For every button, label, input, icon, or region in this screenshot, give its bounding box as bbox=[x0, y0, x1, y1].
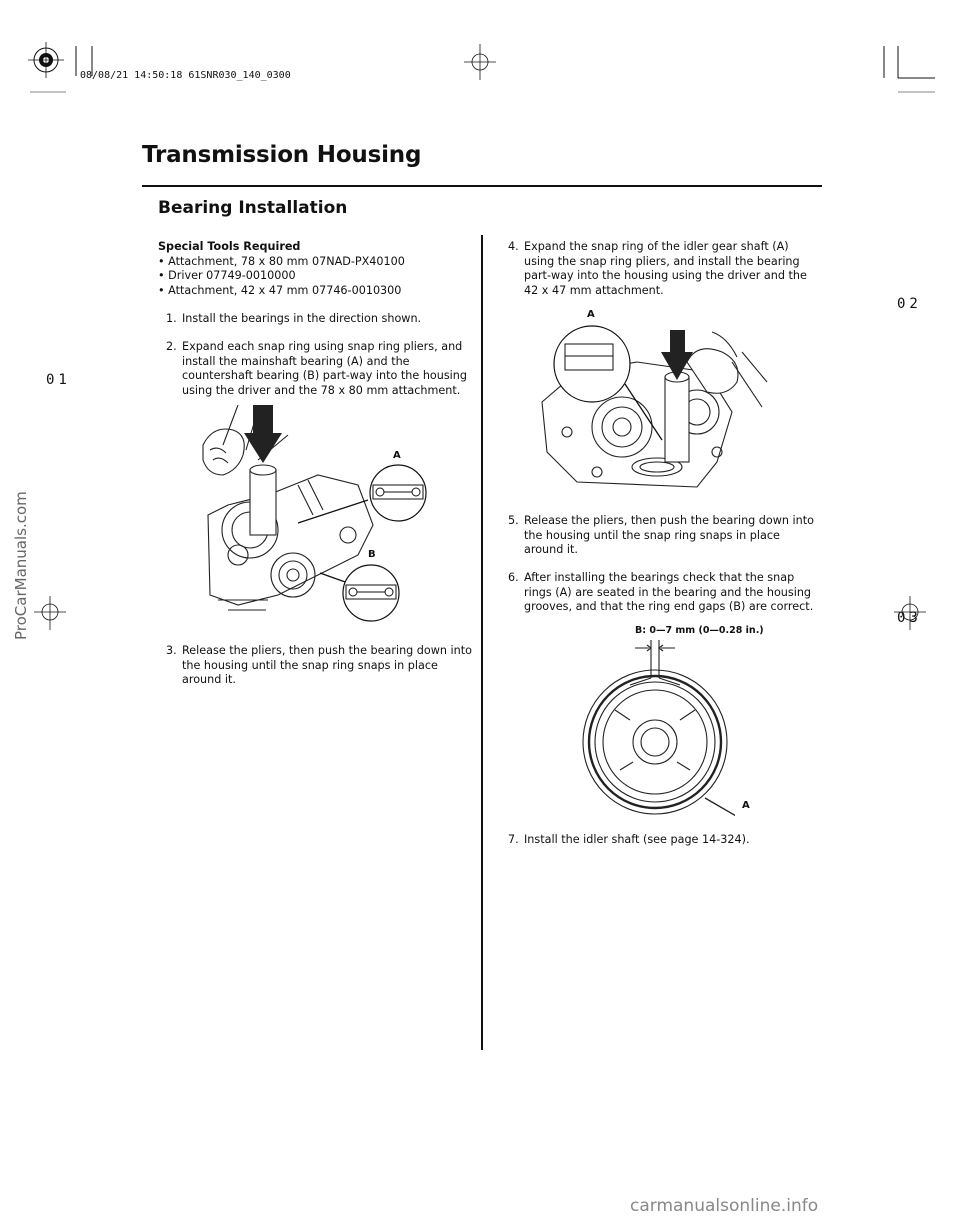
figure2-label-a: A bbox=[742, 800, 750, 811]
step-4: 4. Expand the snap ring of the idler gear shaft (A) using the snap ring pliers, and install the bearing part-way into the housing using the driver and the 42 x 47 mm attachment. bbox=[508, 240, 807, 297]
print-stamp: 08/08/21 14:50:18 61SNR030_140_0300 bbox=[80, 70, 291, 81]
step-5: 5. Release the pliers, then push the bearing down into the housing until the snap ring snaps in place around it. bbox=[508, 514, 814, 557]
tool-item: • Driver 07749-0010000 bbox=[158, 269, 296, 283]
registration-target-top-left bbox=[28, 42, 64, 78]
crosshair-top-center bbox=[464, 44, 496, 80]
margin-mark-01: 01 bbox=[46, 372, 71, 388]
page-subtitle: Bearing Installation bbox=[158, 198, 348, 218]
idler-shaft-bearing-illustration bbox=[537, 322, 772, 497]
title-rule bbox=[142, 185, 822, 187]
column-divider bbox=[481, 235, 483, 1050]
tool-item: • Attachment, 78 x 80 mm 07NAD-PX40100 bbox=[158, 254, 405, 268]
figure-label-a: A bbox=[393, 450, 401, 461]
section-title: Transmission Housing bbox=[142, 142, 422, 168]
margin-mark-03: 03 bbox=[897, 610, 922, 626]
watermark-left: ProCarManuals.com bbox=[12, 491, 30, 640]
step-3: 3. Release the pliers, then push the bearing down into the housing until the snap ring snaps in place around it. bbox=[166, 644, 472, 687]
step-6: 6. After installing the bearings check that the snap rings (A) are seated in the bearing and the housing grooves, and that the ring end gaps (B) are correct. bbox=[508, 571, 814, 614]
margin-mark-02: 02 bbox=[897, 296, 922, 312]
mainshaft-bearing-illustration bbox=[198, 405, 438, 625]
tools-heading: Special Tools Required bbox=[158, 240, 301, 253]
snap-ring-gap-illustration bbox=[575, 640, 735, 820]
figure-label-b: B bbox=[368, 549, 376, 560]
tool-item: • Attachment, 42 x 47 mm 07746-0010300 bbox=[158, 283, 402, 297]
step-2: 2. Expand each snap ring using snap ring pliers, and install the mainshaft bearing (A) and the countershaft bearing (B) part-way into the housing using the driver and the 78 x 80 mm attachment. bbox=[166, 340, 467, 397]
special-tools bbox=[158, 240, 478, 298]
ring-gap-spec: B: 0—7 mm (0—0.28 in.) bbox=[635, 625, 764, 636]
crosshair-left bbox=[34, 596, 66, 630]
figure1-label-a: A bbox=[587, 309, 595, 320]
watermark-bottom: carmanualsonline.info bbox=[630, 1196, 819, 1216]
